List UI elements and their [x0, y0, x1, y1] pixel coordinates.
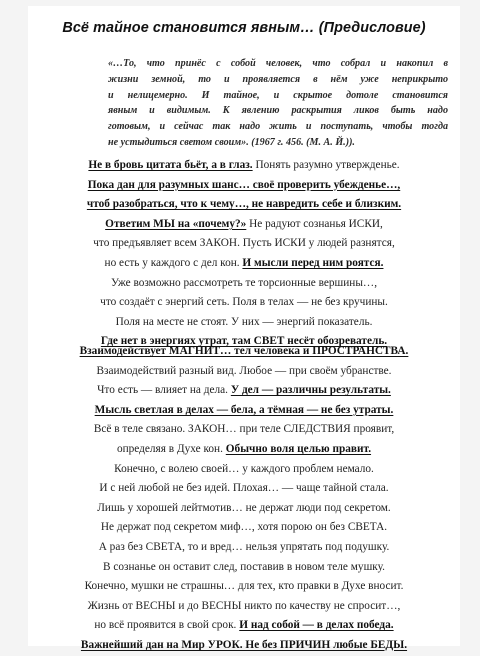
epigraph-line: жизни земной, то и проявляется в нём уже неприкрыто	[108, 73, 448, 85]
poem-line	[28, 518, 460, 538]
poem-line	[28, 636, 460, 656]
epigraph-line: «…То, что принёс с собой человек, что собрал и накопил в	[108, 58, 448, 69]
poem-line	[28, 616, 460, 636]
poem-line	[28, 538, 460, 558]
poem-line	[28, 381, 460, 401]
emphasized-text: Не в бровь цитата бьёт, а в глаз.	[88, 159, 253, 171]
poem-line	[28, 440, 460, 460]
plain-text: И с ней любой не без идей. Плохая… — чаще тайной стала.	[99, 482, 389, 495]
plain-text: Конечно, мушки не страшны… для тех, кто правки в Духе вносит.	[84, 580, 404, 593]
emphasized-text: чтоб разобраться, что к чему…, не навредить себе и близким.	[86, 198, 402, 211]
emphasized-text: И мысли перед ним роятся.	[242, 256, 384, 269]
poem-line	[28, 274, 460, 294]
poem-line	[28, 362, 460, 382]
poem-line	[28, 195, 460, 215]
poem-line	[28, 176, 460, 196]
poem-line	[28, 215, 460, 235]
plain-text: Понять разумно утвержденье.	[252, 159, 400, 171]
plain-text: Уже возможно рассмотреть те торсионные вершины…,	[110, 276, 378, 289]
poem-line	[28, 577, 460, 597]
page-title: Всё тайное становится явным… (Предисловие)	[62, 20, 426, 36]
poem-line	[28, 313, 460, 333]
poem-line	[28, 254, 460, 274]
emphasized-text: Важнейший дан на Мир УРОК. Не без ПРИЧИН любые БЕДЫ.	[80, 638, 408, 651]
plain-text: Жизнь от ВЕСНЫ и до ВЕСНЫ никто по качеству не спросит…,	[87, 599, 401, 612]
plain-text: Не держат под секретом миф…, хотя порою он без СВЕТА.	[100, 521, 388, 534]
poem-line	[28, 401, 460, 421]
plain-text: Всё в теле связано. ЗАКОН… при теле СЛЕДСТВИЯ проявит,	[93, 423, 395, 436]
plain-text: А раз без СВЕТА, то и вред… нельзя упрятать под подушку.	[98, 540, 390, 553]
poem-line	[28, 499, 460, 519]
emphasized-text: Пока дан для разумных шанс… своё проверить убежденье…,	[87, 178, 401, 191]
plain-text: что создаёт с энергий сеть. Поля в телах — не без кручины.	[100, 296, 388, 309]
poem-line	[28, 597, 460, 617]
epigraph-line: явным и видимым. К явлению раскрытия ликов быть надо	[108, 105, 448, 117]
poem-line	[28, 558, 460, 578]
poem-stanza-2	[28, 342, 460, 656]
emphasized-text: Взаимодействует МАГНИТ… тел человека и ПРОСТРАНСТВА.	[79, 345, 409, 357]
document-page	[28, 6, 460, 651]
poem-stanza-1	[28, 156, 460, 352]
epigraph-line: не устыдиться светом своим». (1967 г. 456. (М. А. Й.)).	[108, 136, 355, 148]
plain-text: Не радуют сознанья ИСКИ,	[246, 217, 383, 230]
poem-line	[28, 156, 460, 176]
emphasized-text: Мысль светлая в делах — бела, а тёмная — не без утраты.	[94, 403, 394, 416]
plain-text: В сознанье он оставит след, поставив в новом теле мушку.	[103, 560, 385, 573]
poem-line	[28, 479, 460, 499]
epigraph-line: готовым, и сейчас так надо жить и поступать, чтобы тогда	[108, 121, 448, 133]
plain-text: Лишь у хорошей лейтмотив… не держат люди под секретом.	[97, 501, 391, 514]
plain-text: Конечно, с волею своей… у каждого проблем немало.	[114, 462, 374, 475]
emphasized-text: Ответим МЫ на «почему?»	[105, 217, 247, 230]
plain-text: Поля на месте не стоят. У них — энергий показатель.	[115, 315, 373, 328]
emphasized-text: Обычно воля целью правит.	[225, 442, 372, 455]
plain-text: Взаимодействий разный вид. Любое — при своём убранстве.	[96, 364, 392, 377]
plain-text: что предъявляет всем ЗАКОН. Пусть ИСКИ у людей разнятся,	[93, 237, 395, 250]
epigraph-line: и нелицемерно. И тайное, и скрытое дотоле становится	[108, 89, 448, 101]
poem-line	[28, 460, 460, 480]
plain-text: определяя в Духе кон.	[116, 442, 226, 455]
emphasized-text: У дел — различны результаты.	[230, 384, 391, 397]
poem-line	[28, 420, 460, 440]
emphasized-text: Где нет в энергиях утрат, там СВЕТ несёт обозреватель.	[100, 335, 388, 348]
poem-line	[28, 234, 460, 254]
poem-line	[28, 293, 460, 313]
emphasized-text: И над собой — в делах победа.	[239, 619, 394, 632]
plain-text: но всё проявится в свой срок.	[94, 619, 240, 632]
epigraph-quote	[108, 56, 448, 151]
poem-line	[28, 342, 460, 362]
plain-text: Что есть — влияет на дела.	[97, 384, 231, 397]
plain-text: но есть у каждого с дел кон.	[104, 256, 243, 269]
